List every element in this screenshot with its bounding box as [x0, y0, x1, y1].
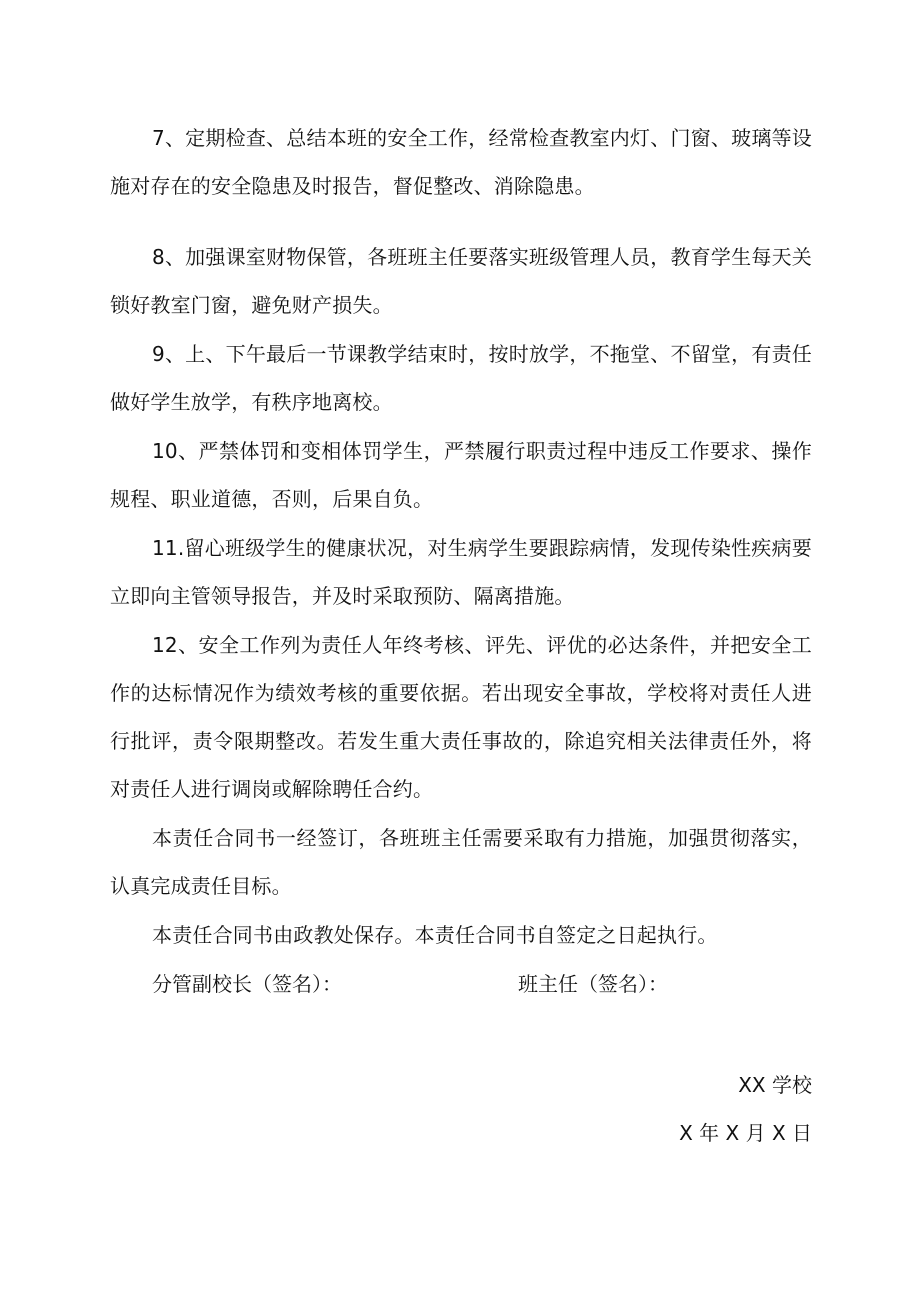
issue-date: X 年 X 月 X 日 [679, 1121, 812, 1145]
paragraph-item-11: 11.留心班级学生的健康状况，对生病学生要跟踪病情，发现传染性疾病要立即向主管领导报告，并及时采取预防、隔离措施。 [110, 536, 812, 608]
paragraph-item-7: 7、定期检查、总结本班的安全工作，经常检查教室内灯、门窗、玻璃等设施对存在的安全隐患及时报告，督促整改、消除隐患。 [110, 126, 812, 198]
paragraph-contract-storage: 本责任合同书由政教处保存。本责任合同书自签定之日起执行。 [152, 923, 718, 947]
signature-row [152, 960, 812, 1008]
paragraph-item-10: 10、严禁体罚和变相体罚学生，严禁履行职责过程中违反工作要求、操作规程、职业道德，否则，后果自负。 [110, 439, 812, 511]
vice-principal-signature-label: 分管副校长（签名）： [152, 972, 342, 996]
issuer-school: XX 学校 [738, 1073, 812, 1097]
paragraph-item-8: 8、加强课室财物保管，各班班主任要落实班级管理人员，教育学生每天关锁好教室门窗，避免财产损失。 [110, 245, 812, 317]
paragraph-item-12: 12、安全工作列为责任人年终考核、评先、评优的必达条件，并把安全工作的达标情况作为绩效考核的重要依据。若出现安全事故，学校将对责任人进行批评，责令限期整改。若发生重大责任事故的，除追究相关法律责任外，将对责任人进行调岗或解除聘任合约。 [110, 633, 812, 801]
head-teacher-signature-label: 班主任（签名）： [518, 972, 668, 996]
paragraph-item-9: 9、上、下午最后一节课教学结束时，按时放学，不拖堂、不留堂，有责任做好学生放学，有秩序地离校。 [110, 342, 812, 414]
paragraph-contract-effect: 本责任合同书一经签订，各班班主任需要采取有力措施，加强贯彻落实，认真完成责任目标。 [110, 826, 812, 898]
